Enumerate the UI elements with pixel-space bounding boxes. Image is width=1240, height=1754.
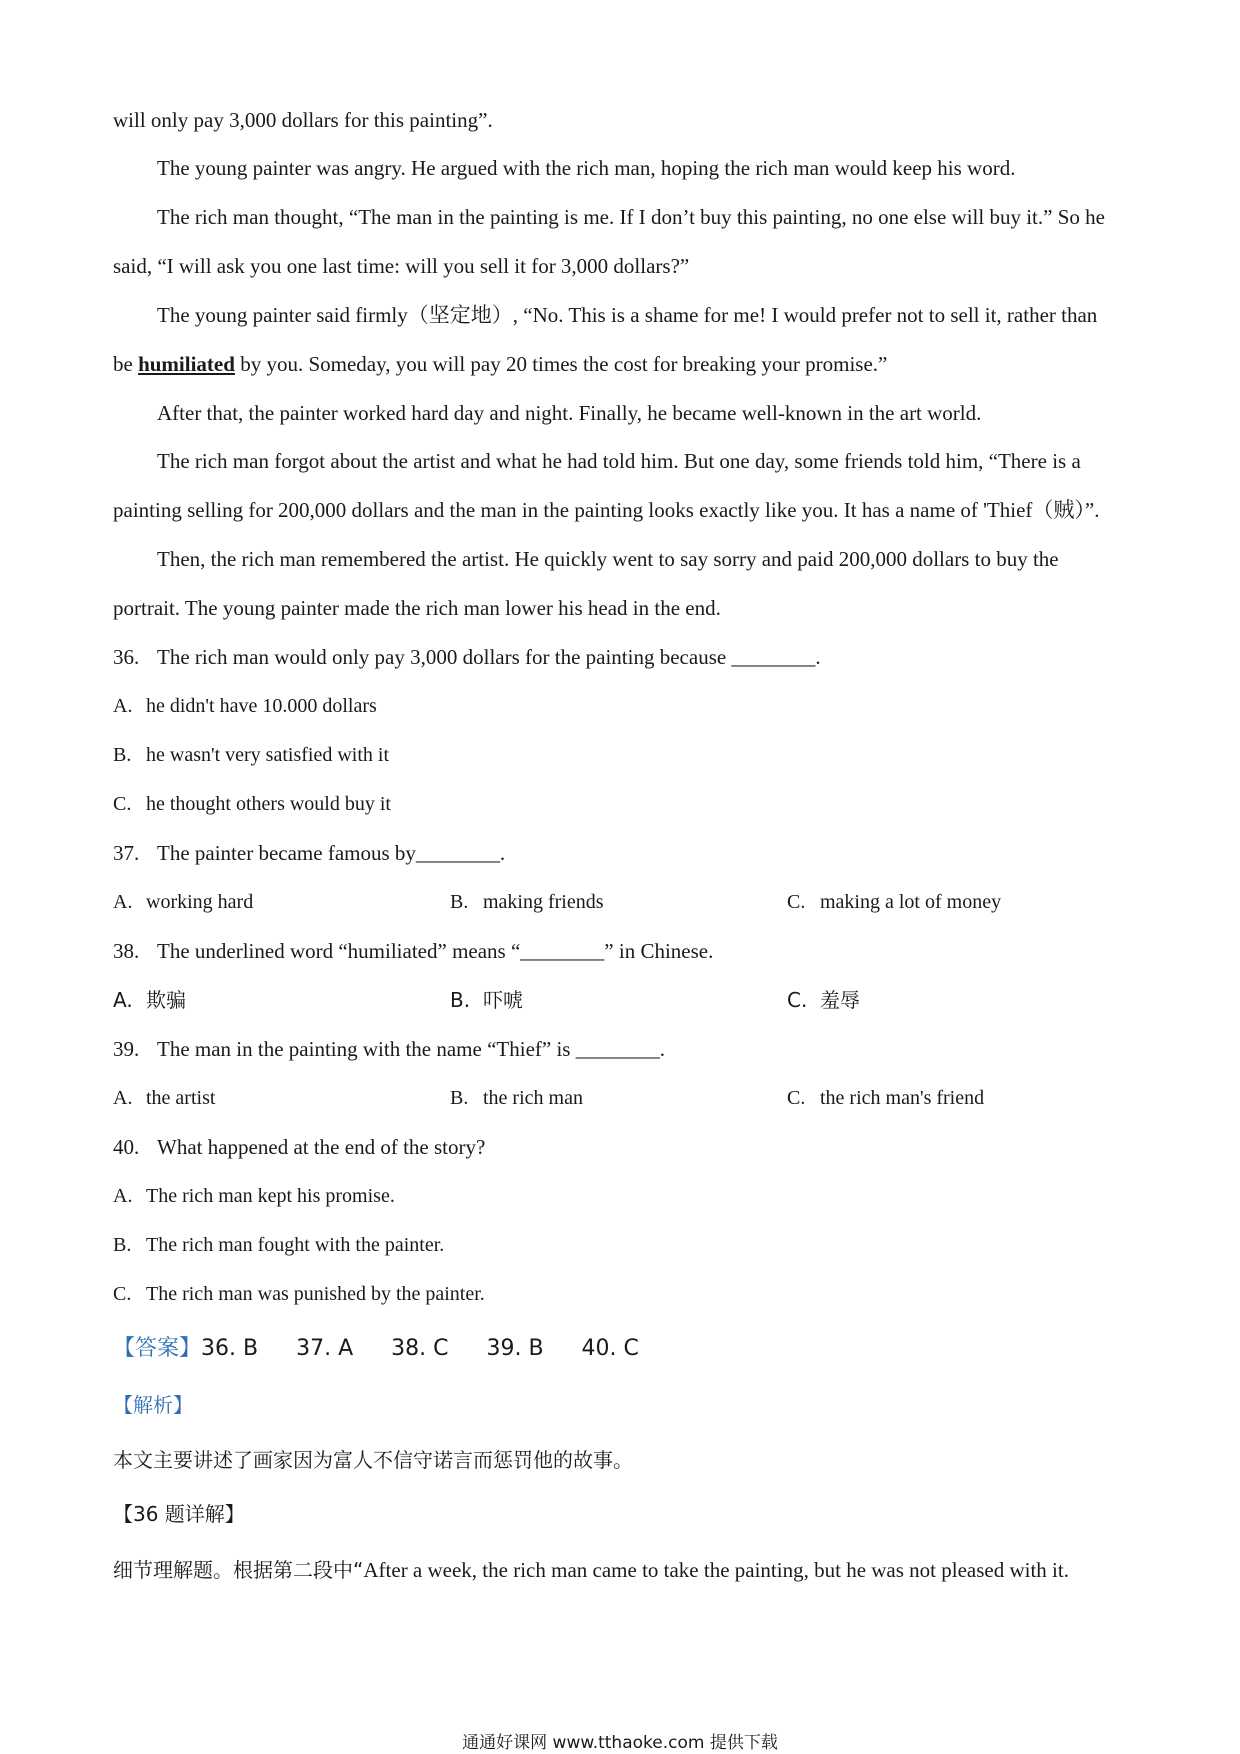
- passage-text: be: [113, 352, 133, 376]
- passage-line: Then, the rich man remembered the artist. He quickly went to say sorry and paid 200,000 dollars to buy the: [157, 547, 1059, 571]
- option-37-c: C. making a lot of money: [787, 891, 1002, 913]
- answer-line: [113, 1335, 677, 1363]
- detail-text-cn: 细节理解题。根据第二段中“: [113, 1558, 364, 1582]
- option-38-c: C. 羞辱: [787, 988, 860, 1012]
- question-text: The painter became famous by________.: [157, 841, 506, 865]
- option-40-b: B. The rich man fought with the painter.: [113, 1234, 445, 1256]
- question-36: [113, 643, 821, 671]
- passage-line: [113, 350, 887, 378]
- answer-item: 36. B: [201, 1336, 259, 1361]
- underlined-word: humiliated: [138, 352, 235, 376]
- question-40: [113, 1133, 485, 1161]
- answer-item: 40. C: [581, 1336, 639, 1361]
- answer-label: 【答案】: [113, 1336, 202, 1361]
- analysis-label: 【解析】: [113, 1393, 193, 1417]
- question-38: [113, 937, 713, 965]
- answer-item: 38. C: [391, 1336, 449, 1361]
- passage-text: by you. Someday, you will pay 20 times the cost for breaking your promise.”: [240, 352, 888, 376]
- question-number: 39.: [113, 1037, 140, 1061]
- detail-text: [113, 1556, 1069, 1584]
- passage-line: The rich man forgot about the artist and what he had told him. But one day, some friends told him, “There is a: [157, 449, 1081, 473]
- option-38-a: A. 欺骗: [113, 988, 186, 1012]
- option-36-b: B. he wasn't very satisfied with it: [113, 744, 389, 766]
- passage-line: said, “I will ask you one last time: will you sell it for 3,000 dollars?”: [113, 254, 690, 278]
- passage-line: The rich man thought, “The man in the painting is me. If I don’t buy this painting, no one else will buy it.” So he: [157, 205, 1105, 229]
- passage-line: The young painter was angry. He argued with the rich man, hoping the rich man would keep his word.: [157, 156, 1016, 180]
- question-number: 40.: [113, 1135, 140, 1159]
- detail-text-en: After a week, the rich man came to take the painting, but he was not pleased with it.: [363, 1558, 1069, 1582]
- detail-label: 【36 题详解】: [113, 1502, 245, 1526]
- analysis-summary: 本文主要讲述了画家因为富人不信守诺言而惩罚他的故事。: [113, 1448, 633, 1472]
- passage-line: After that, the painter worked hard day and night. Finally, he became well-known in the art world.: [157, 401, 982, 425]
- question-number: 36.: [113, 645, 140, 669]
- answer-item: 37. A: [296, 1336, 354, 1361]
- option-40-a: A. The rich man kept his promise.: [113, 1185, 395, 1207]
- question-text: The man in the painting with the name “Thief” is ________.: [157, 1037, 665, 1061]
- question-39: [113, 1035, 665, 1063]
- option-36-a: A. he didn't have 10.000 dollars: [113, 695, 377, 717]
- option-36-c: C. he thought others would buy it: [113, 793, 391, 815]
- passage-line: will only pay 3,000 dollars for this painting”.: [113, 108, 493, 132]
- option-37-b: B. making friends: [450, 891, 604, 913]
- option-37-a: A. working hard: [113, 891, 254, 913]
- option-38-b: B. 吓唬: [450, 988, 523, 1012]
- option-39-b: B. the rich man: [450, 1087, 583, 1109]
- answer-item: 39. B: [486, 1336, 544, 1361]
- question-text: The rich man would only pay 3,000 dollars for the painting because ________.: [157, 645, 821, 669]
- passage-line: The young painter said firmly（坚定地）, “No. This is a shame for me! I would prefer not to sell it, rather than: [157, 303, 1098, 327]
- question-text: The underlined word “humiliated” means “________” in Chinese.: [157, 939, 714, 963]
- footer-watermark: 通通好课网 www.tthaoke.com 提供下载: [462, 1733, 778, 1753]
- option-39-c: C. the rich man's friend: [787, 1087, 985, 1109]
- option-39-a: A. the artist: [113, 1087, 216, 1109]
- question-number: 37.: [113, 841, 140, 865]
- passage-line: portrait. The young painter made the rich man lower his head in the end.: [113, 596, 721, 620]
- question-37: [113, 839, 505, 867]
- question-number: 38.: [113, 939, 140, 963]
- option-40-c: C. The rich man was punished by the painter.: [113, 1283, 485, 1305]
- passage-line: painting selling for 200,000 dollars and the man in the painting looks exactly like you. It has a name of 'Thief（贼）”.: [113, 498, 1100, 522]
- question-text: What happened at the end of the story?: [157, 1135, 486, 1159]
